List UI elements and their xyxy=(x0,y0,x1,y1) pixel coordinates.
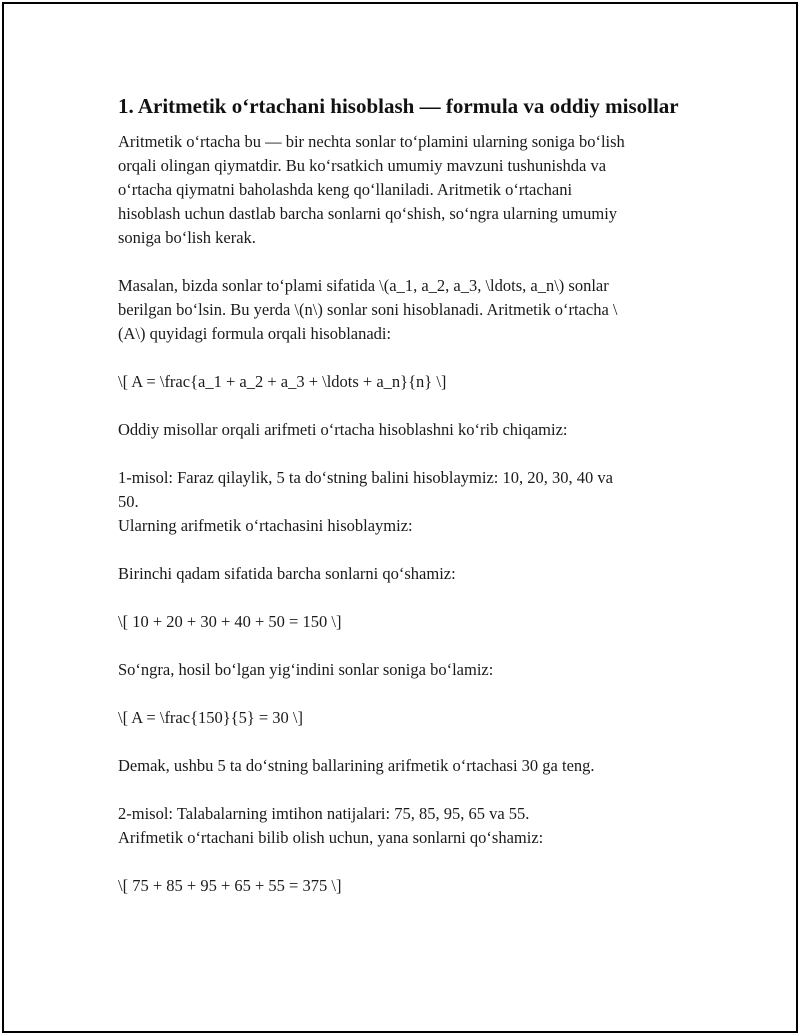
paragraph-line: So‘ngra, hosil bo‘lgan yig‘indini sonlar soniga bo‘lamiz: xyxy=(118,660,494,679)
paragraph-line: 1-misol: Faraz qilaylik, 5 ta do‘stning balini hisoblaymiz: 10, 20, 30, 40 va xyxy=(118,468,613,487)
paragraph-line: 50. xyxy=(118,492,139,511)
paragraph xyxy=(118,466,698,538)
section-title: 1. Aritmetik o‘rtachani hisoblash — formula va oddiy misollar xyxy=(118,94,679,118)
paragraph-line: \[ A = \frac{a_1 + a_2 + a_3 + \ldots + a_n}{n} \] xyxy=(118,372,447,391)
paragraph xyxy=(118,562,698,586)
paragraph xyxy=(118,418,698,442)
paragraph-line: \[ A = \frac{150}{5} = 30 \] xyxy=(118,708,304,727)
paragraph xyxy=(118,874,698,898)
paragraph-line: Masalan, bizda sonlar to‘plami sifatida \(a_1, a_2, a_3, \ldots, a_n\) sonlar xyxy=(118,276,609,295)
paragraph xyxy=(118,370,698,394)
paragraph-line: \[ 75 + 85 + 95 + 65 + 55 = 375 \] xyxy=(118,876,342,895)
paragraph xyxy=(118,610,698,634)
paragraph-line: o‘rtacha qiymatni baholashda keng qo‘llaniladi. Aritmetik o‘rtachani xyxy=(118,180,573,199)
paragraph-line: (A\) quyidagi formula orqali hisoblanadi: xyxy=(118,324,392,343)
paragraph xyxy=(118,706,698,730)
document-body xyxy=(118,92,698,922)
paragraph-line: \[ 10 + 20 + 30 + 40 + 50 = 150 \] xyxy=(118,612,342,631)
paragraph-line: Ularning arifmetik o‘rtachasini hisoblaymiz: xyxy=(118,516,413,535)
paragraph xyxy=(118,130,698,250)
paragraph-line: Demak, ushbu 5 ta do‘stning ballarining arifmetik o‘rtachasi 30 ga teng. xyxy=(118,756,595,775)
paragraph-line: orqali olingan qiymatdir. Bu ko‘rsatkich umumiy mavzuni tushunishda va xyxy=(118,156,607,175)
paragraph-line: Arifmetik o‘rtachani bilib olish uchun, yana sonlarni qo‘shamiz: xyxy=(118,828,544,847)
paragraph-line: Aritmetik o‘rtacha bu — bir nechta sonlar to‘plamini ularning soniga bo‘lish xyxy=(118,132,625,151)
paragraph-line: berilgan bo‘lsin. Bu yerda \(n\) sonlar soni hisoblanadi. Aritmetik o‘rtacha \ xyxy=(118,300,618,319)
paragraph-line: 2-misol: Talabalarning imtihon natijalari: 75, 85, 95, 65 va 55. xyxy=(118,804,530,823)
paragraph-list xyxy=(118,130,698,898)
paragraph-line: soniga bo‘lish kerak. xyxy=(118,228,256,247)
paragraph xyxy=(118,754,698,778)
paragraph-line: Birinchi qadam sifatida barcha sonlarni qo‘shamiz: xyxy=(118,564,456,583)
paragraph xyxy=(118,658,698,682)
paragraph xyxy=(118,274,698,346)
paragraph-line: Oddiy misollar orqali arifmeti o‘rtacha hisoblashni ko‘rib chiqamiz: xyxy=(118,420,568,439)
paragraph-line: hisoblash uchun dastlab barcha sonlarni qo‘shish, so‘ngra ularning umumiy xyxy=(118,204,618,223)
paragraph xyxy=(118,802,698,850)
